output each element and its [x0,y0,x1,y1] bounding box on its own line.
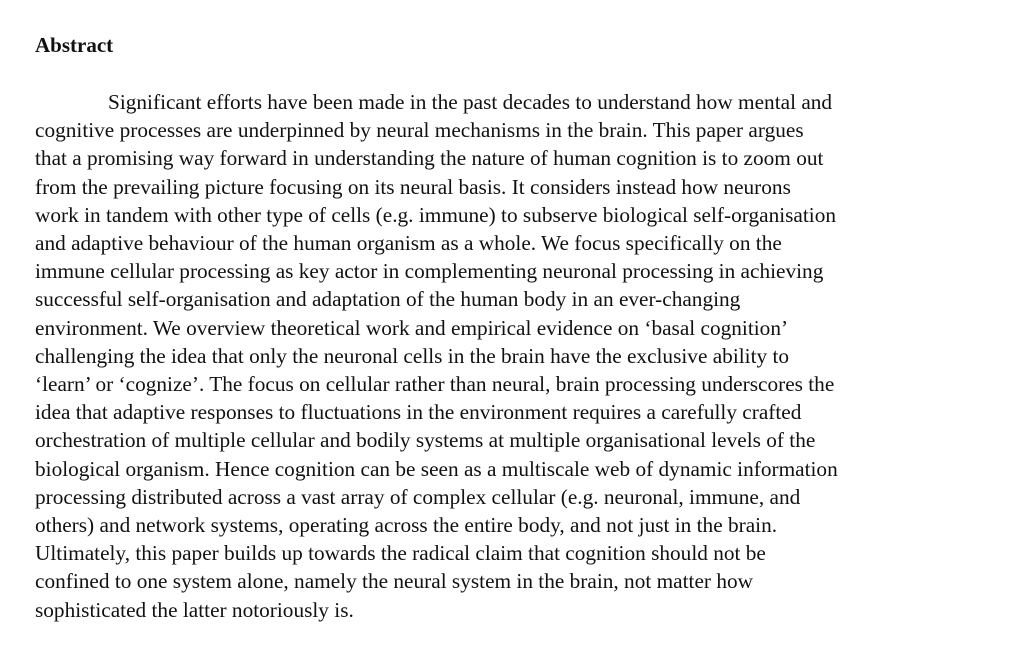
abstract-paragraph [35,88,995,624]
abstract-line: sophisticated the latter notoriously is. [35,597,354,622]
abstract-line: and adaptive behaviour of the human organism as a whole. We focus specifically on the [35,231,782,256]
abstract-line: environment. We overview theoretical work and empirical evidence on ‘basal cognition’ [35,315,789,340]
abstract-line: processing distributed across a vast array of complex cellular (e.g. neuronal, immune, and [35,484,801,509]
abstract-line: that a promising way forward in understanding the nature of human cognition is to zoom out [35,146,824,171]
abstract-line: ‘learn’ or ‘cognize’. The focus on cellular rather than neural, brain processing underscores the [35,372,835,397]
abstract-line: challenging the idea that only the neuronal cells in the brain have the exclusive ability to [35,343,790,368]
abstract-line: Significant efforts have been made in the past decades to understand how mental and [108,90,833,114]
abstract-line: immune cellular processing as key actor in complementing neuronal processing in achieving [35,259,824,284]
abstract-line: work in tandem with other type of cells (e.g. immune) to subserve biological self-organisation [35,202,837,227]
abstract-line: orchestration of multiple cellular and bodily systems at multiple organisational levels of the [35,428,816,453]
abstract-line: from the prevailing picture focusing on its neural basis. It considers instead how neurons [35,174,791,199]
abstract-line: successful self-organisation and adaptation of the human body in an ever-changing [35,287,741,312]
abstract-line: biological organism. Hence cognition can be seen as a multiscale web of dynamic information [35,456,838,481]
abstract-line: confined to one system alone, namely the neural system in the brain, not matter how [35,569,753,594]
abstract-line: cognitive processes are underpinned by neural mechanisms in the brain. This paper argues [35,118,804,143]
abstract-heading: Abstract [35,33,114,57]
abstract-line: others) and network systems, operating across the entire body, and not just in the brain. [35,513,778,538]
abstract-line: idea that adaptive responses to fluctuations in the environment requires a carefully crafted [35,400,802,425]
abstract-line: Ultimately, this paper builds up towards the radical claim that cognition should not be [35,541,766,566]
